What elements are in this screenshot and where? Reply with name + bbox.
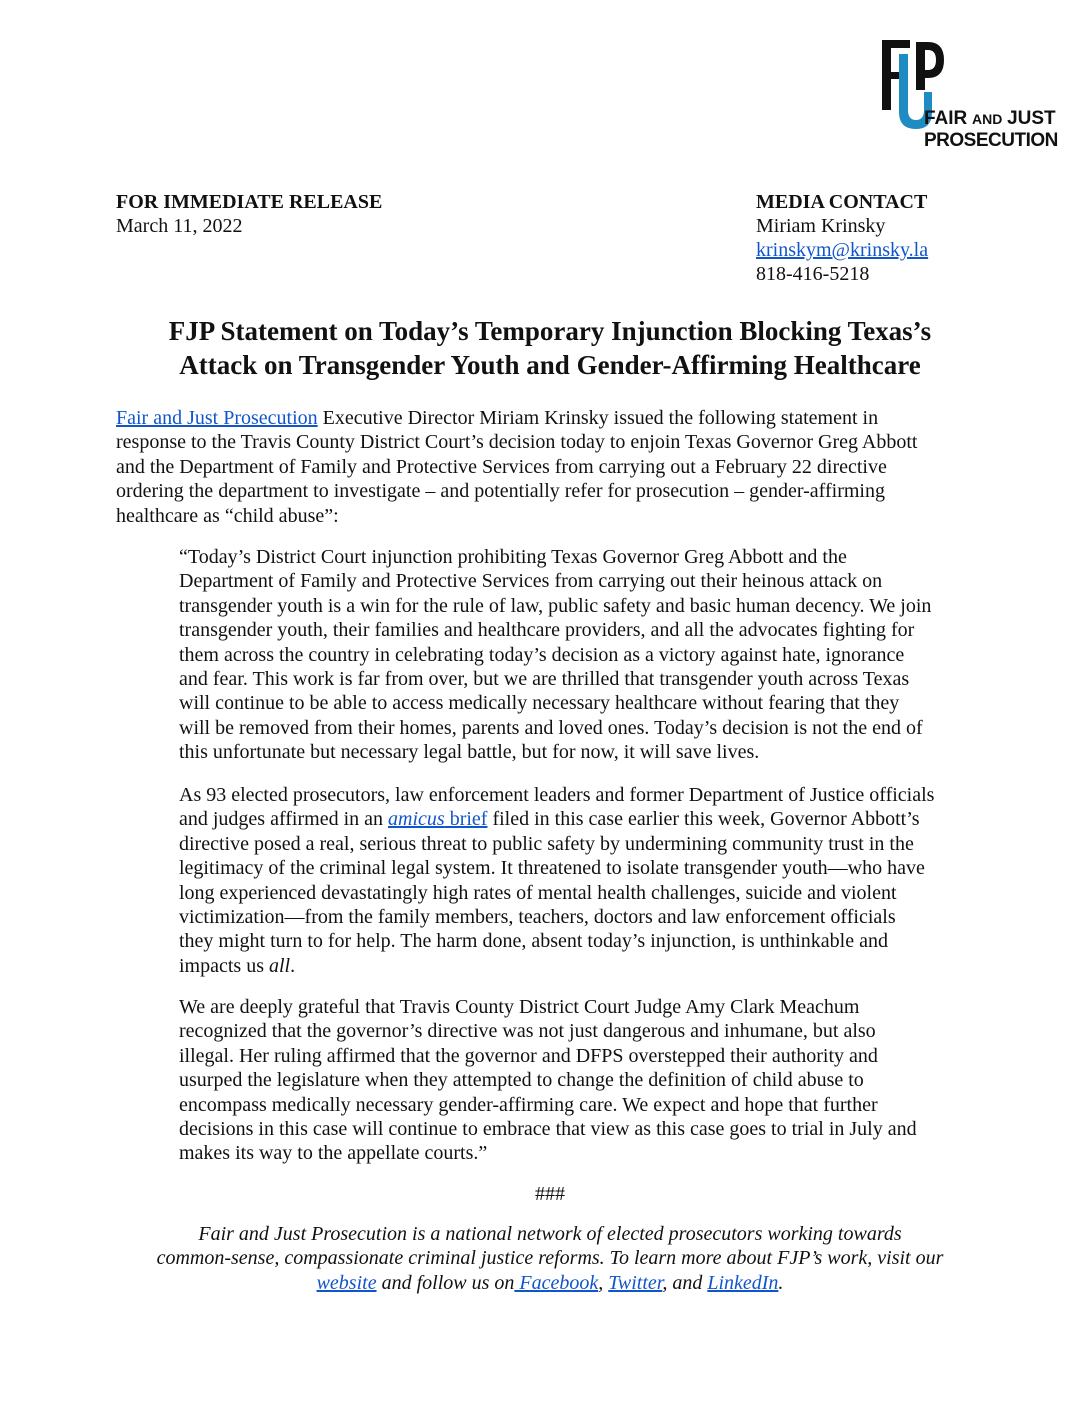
quote-line: usurped the legislature when they attempted to change the definition of child abuse to <box>179 1069 864 1092</box>
footer-comma: , <box>598 1271 604 1294</box>
brief-word: brief <box>444 808 488 831</box>
quote-line: As 93 elected prosecutors, law enforcement leaders and former Department of Justice officials <box>179 784 935 806</box>
quote-line: they might turn to for help. The harm done, absent today’s injunction, is unthinkable and <box>179 930 888 953</box>
intro-line: response to the Travis County District Court’s decision today to enjoin Texas Governor Greg Abbott <box>116 431 918 454</box>
quote-line: illegal. Her ruling affirmed that the governor and DFPS overstepped their authority and <box>179 1044 878 1067</box>
quote-line-text: . <box>290 954 296 977</box>
quote-line-text: filed in this case earlier this week, Governor Abbott’s <box>487 808 920 831</box>
quote-line: We are deeply grateful that Travis County District Court Judge Amy Clark Meachum <box>179 996 860 1018</box>
emphasis-all: all <box>269 954 291 977</box>
facebook-link[interactable]: Facebook <box>514 1271 599 1294</box>
contact-heading: MEDIA CONTACT <box>756 191 928 213</box>
quote-line: makes its way to the appellate courts.” <box>179 1142 488 1165</box>
quote-line: “Today’s District Court injunction prohibiting Texas Governor Greg Abbott and the <box>179 546 847 568</box>
footer-boilerplate <box>100 1222 1000 1295</box>
logo-wordmark <box>924 108 1058 151</box>
page-title <box>100 314 1000 382</box>
quote-line: will be removed from their homes, parents and loved ones. Today’s decision is not the end of <box>179 716 923 739</box>
quote-line-text: and judges affirmed in an <box>179 808 389 831</box>
footer-line-1: Fair and Just Prosecution is a national network of elected prosecutors working towards <box>198 1223 902 1245</box>
media-contact-block <box>756 190 928 286</box>
logo-word-fair: FAIR <box>924 108 968 129</box>
quote-line: transgender youth is a win for the rule of law, public safety and basic human decency. We join <box>179 594 932 617</box>
quote-line: long experienced devastatingly high rates of mental health challenges, suicide and violent <box>179 881 897 904</box>
amicus-brief-link[interactable] <box>388 808 487 830</box>
contact-name: Miriam Krinsky <box>756 215 886 237</box>
quote-line: directive posed a real, serious threat to public safety by undermining community trust in the <box>179 832 914 855</box>
quote-line: victimization—from the family members, teachers, doctors and law enforcement officials <box>179 906 896 929</box>
quote-line: will continue to be able to access medically necessary healthcare without fearing that they <box>179 692 900 715</box>
quote-line: this unfortunate but necessary legal battle, but for now, it will save lives. <box>179 741 760 764</box>
footer-and-text: , and <box>662 1271 708 1294</box>
fjp-link[interactable]: Fair and Just Prosecution <box>116 407 318 429</box>
quote-paragraph-1 <box>179 545 991 765</box>
intro-paragraph <box>116 406 996 528</box>
intro-line-1-text: Executive Director Miriam Krinsky issued the following statement in <box>317 407 879 429</box>
release-heading: FOR IMMEDIATE RELEASE <box>116 191 383 213</box>
logo-word-just: JUST <box>1007 108 1056 129</box>
footer-period: . <box>778 1271 784 1294</box>
contact-phone: 818-416-5218 <box>756 263 870 285</box>
quote-paragraph-3 <box>179 995 991 1166</box>
quote-line: and fear. This work is far from over, but we are thrilled that transgender youth across Texas <box>179 668 910 691</box>
quote-line: recognized that the governor’s directive was not just dangerous and inhumane, but also <box>179 1020 876 1043</box>
release-block <box>116 190 382 238</box>
end-separator: ### <box>535 1183 565 1205</box>
intro-line: and the Department of Family and Protective Services from carrying out a February 22 directive <box>116 455 887 478</box>
twitter-link[interactable]: Twitter <box>608 1271 663 1294</box>
intro-line: healthcare as “child abuse”: <box>116 504 339 527</box>
quote-line: Department of Family and Protective Services from carrying out their heinous attack on <box>179 570 883 593</box>
website-link[interactable]: website <box>316 1271 377 1294</box>
release-date: March 11, 2022 <box>116 215 243 237</box>
logo-word-and: AND <box>972 111 1003 127</box>
intro-line: ordering the department to investigate – and potentially refer for prosecution – gender-affirming <box>116 480 885 503</box>
title-line-2: Attack on Transgender Youth and Gender-Affirming Healthcare <box>179 350 921 380</box>
linkedin-link[interactable]: LinkedIn <box>707 1271 779 1294</box>
quote-line: decisions in this case will continue to embrace that view as this case goes to trial in July and <box>179 1118 917 1141</box>
quote-paragraph-2 <box>179 783 991 978</box>
footer-line-2: common-sense, compassionate criminal justice reforms. To learn more about FJP’s work, visit our <box>156 1247 944 1270</box>
quote-line: transgender youth, their families and healthcare providers, and all the advocates fighting for <box>179 619 915 642</box>
quote-line: them across the country in celebrating today’s decision as a victory against hate, ignorance <box>179 643 905 666</box>
quote-line-text: impacts us <box>179 954 269 977</box>
quote-line: legitimacy of the criminal legal system. It threatened to isolate transgender youth—who have <box>179 857 925 880</box>
amicus-word: amicus <box>388 808 445 831</box>
logo-word-prosecution: PROSECUTION <box>924 130 1058 151</box>
contact-email-link[interactable]: krinskym@krinsky.la <box>756 239 929 261</box>
footer-follow-text: and follow us on <box>376 1271 515 1294</box>
title-line-1: FJP Statement on Today’s Temporary Injunction Blocking Texas’s <box>168 316 932 346</box>
quote-line: encompass medically necessary gender-affirming care. We expect and hope that further <box>179 1093 878 1116</box>
